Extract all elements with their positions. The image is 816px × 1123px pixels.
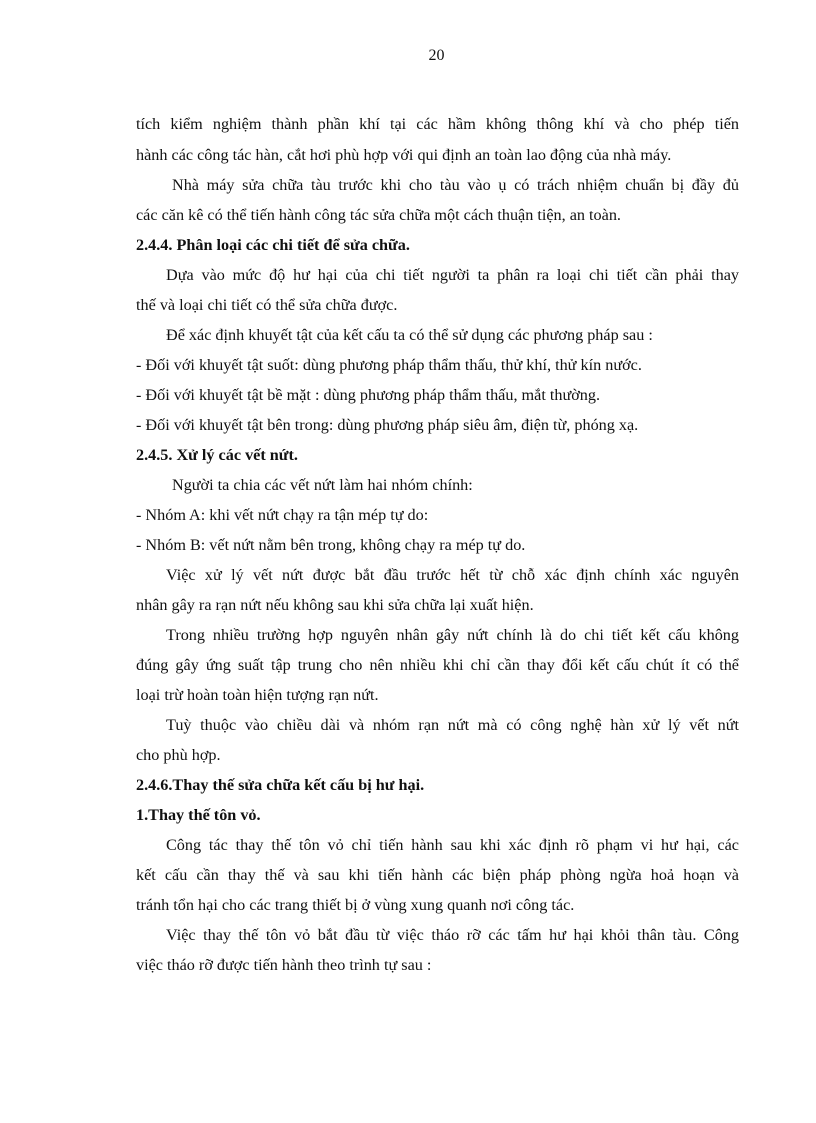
page-number: 20: [428, 47, 445, 64]
list-item: - Nhóm B: vết nứt nằm bên trong, không chạy ra mép tự do.: [136, 536, 526, 554]
body-line: Công tác thay thế tôn vỏ chỉ tiến hành sau khi xác định rõ phạm vi hư hại, các: [166, 836, 739, 854]
section-heading: 2.4.6.Thay thế sửa chữa kết cấu bị hư hại.: [136, 776, 425, 794]
sub-heading: 1.Thay thế tôn vỏ.: [136, 806, 261, 824]
body-line: thế và loại chi tiết có thể sửa chữa được.: [136, 296, 398, 314]
body-line: các căn kê có thể tiến hành công tác sửa chữa một cách thuận tiện, an toàn.: [136, 206, 621, 224]
body-line: việc tháo rỡ được tiến hành theo trình tự sau :: [136, 956, 432, 974]
body-line: đúng gây ứng suất tập trung cho nên nhiều khi chỉ cần thay đổi kết cấu chút ít có thể: [136, 656, 739, 674]
body-line: tích kiểm nghiệm thành phần khí tại các hầm không thông khí và cho phép tiến: [136, 115, 739, 133]
body-line: loại trừ hoàn toàn hiện tượng rạn nứt.: [136, 686, 379, 704]
body-line: tránh tổn hại cho các trang thiết bị ở vùng xung quanh nơi công tác.: [136, 896, 575, 914]
list-item: - Đối với khuyết tật bên trong: dùng phương pháp siêu âm, điện từ, phóng xạ.: [136, 416, 639, 434]
body-line: kết cấu cần thay thế và sau khi tiến hành các biện pháp phòng ngừa hoả hoạn và: [136, 866, 739, 884]
list-item: - Đối với khuyết tật bề mặt : dùng phương pháp thẩm thấu, mắt thường.: [136, 386, 601, 404]
section-heading: 2.4.5. Xử lý các vết nứt.: [136, 446, 298, 464]
body-line: nhân gây ra rạn nứt nếu không sau khi sửa chữa lại xuất hiện.: [136, 596, 534, 614]
body-line: Dựa vào mức độ hư hại của chi tiết người ta phân ra loại chi tiết cần phải thay: [166, 266, 739, 284]
body-line: hành các công tác hàn, cắt hơi phù hợp với qui định an toàn lao động của nhà máy.: [136, 146, 672, 164]
body-line: cho phù hợp.: [136, 746, 221, 764]
section-heading: 2.4.4. Phân loại các chi tiết để sửa chữa.: [136, 236, 410, 254]
body-line: Tuỳ thuộc vào chiều dài và nhóm rạn nứt mà có công nghệ hàn xử lý vết nứt: [166, 716, 739, 734]
body-line: Để xác định khuyết tật của kết cấu ta có thể sử dụng các phương pháp sau :: [166, 326, 653, 344]
body-line: Trong nhiều trường hợp nguyên nhân gây nứt chính là do chi tiết kết cấu không: [166, 626, 739, 644]
body-line: Việc thay thế tôn vỏ bắt đầu từ việc tháo rỡ các tấm hư hại khỏi thân tàu. Công: [166, 926, 739, 944]
list-item: - Đối với khuyết tật suốt: dùng phương pháp thẩm thấu, thử khí, thử kín nước.: [136, 356, 642, 374]
list-item: - Nhóm A: khi vết nứt chạy ra tận mép tự do:: [136, 506, 429, 524]
body-line: Nhà máy sửa chữa tàu trước khi cho tàu vào ụ có trách nhiệm chuẩn bị đầy đủ: [172, 176, 739, 194]
body-line: Người ta chia các vết nứt làm hai nhóm chính:: [172, 476, 473, 494]
body-line: Việc xử lý vết nứt được bắt đầu trước hết từ chỗ xác định chính xác nguyên: [166, 566, 739, 584]
